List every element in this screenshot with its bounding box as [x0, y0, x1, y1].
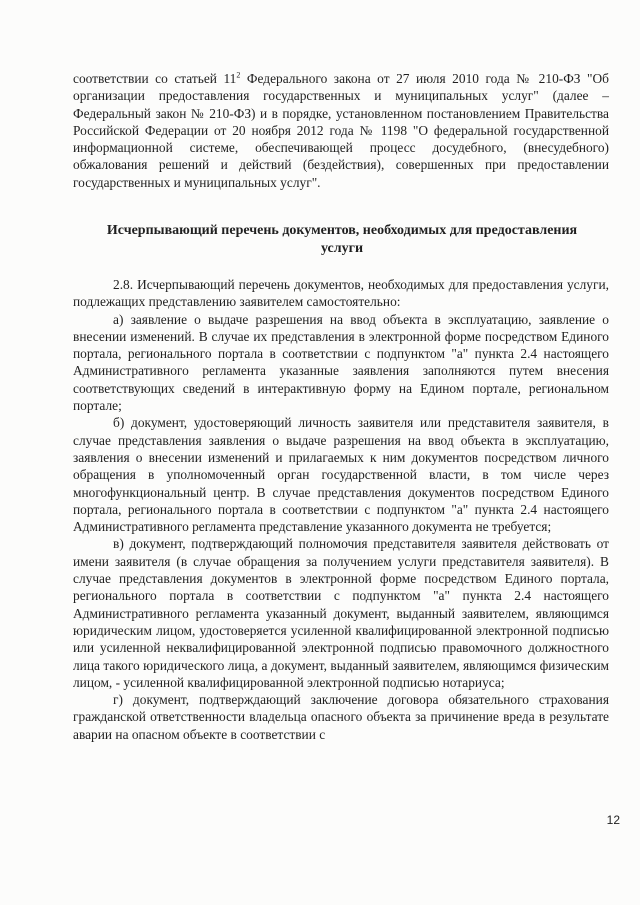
intro-text-start: соответствии со статьей 11: [73, 71, 237, 86]
section-heading: Исчерпывающий перечень документов, необходимых для предоставления услуги: [106, 223, 578, 256]
intro-text-rest: Федерального закона от 27 июля 2010 года № 210-ФЗ "Об организации предоставления государственных и муниципальных услуг" (далее – Федеральный закон № 210-ФЗ) и в порядке, установленном постановлением Правительства Российской Федерации от 20 ноября 2012 года № 1198 "О федеральной государственной информационной системе, обеспечивающей процесс досудебного, (внесудебного) обжалования решений и действий (бездействия), совершенных при предоставлении государственных и муниципальных услуг".: [73, 71, 609, 190]
list-item-v: в) документ, подтверждающий полномочия представителя заявителя действовать от имени заявителя (в случае обращения за получением услуги представителя заявителя). В случае представления документов в электронной форме посредством Единого портала, регионального портала в соответствии с подпунктом "а" пункта 2.4 настоящего Административного регламента указанный документ, выданный заявителем, являющимся юридическим лицом, удостоверяется усиленной квалифицированной электронной подписью или усиленной неквалифицированной электронной подписью правомочного должностного лица такого юридического лица, а документ, выданный заявителем, являющимся физическим лицом, - усиленной квалифицированной электронной подписью нотариуса;: [73, 536, 609, 690]
article-superscript: 2: [236, 70, 241, 80]
page-number: 12: [606, 813, 620, 827]
intro-paragraph: [73, 70, 609, 191]
paragraph-2-8: 2.8. Исчерпывающий перечень документов, необходимых для предоставления услуги, подлежащих представлению заявителем самостоятельно:: [73, 277, 609, 310]
documents-list: [73, 276, 609, 743]
list-item-a: а) заявление о выдаче разрешения на ввод объекта в эксплуатацию, заявление о внесении изменений. В случае их представления в электронной форме посредством Единого портала, регионального портала в соответствии с подпунктом "а" пункта 2.4 настоящего Административного регламента указанные заявления заполняются путем внесения соответствующих сведений в интерактивную форму на Едином портале, региональном портале;: [73, 311, 609, 414]
list-item-g: г) документ, подтверждающий заключение договора обязательного страхования гражданской ответственности владельца опасного объекта за причинение вреда в результате аварии на опасном объекте в соответствии с: [73, 692, 609, 742]
list-item-b: б) документ, удостоверяющий личность заявителя или представителя заявителя, в случае представления заявления о выдаче разрешения на ввод объекта в эксплуатацию, заявления о внесении изменений и прилагаемых к ним документов посредством личного обращения в уполномоченный орган государственной власти, в том числе через многофункциональный центр. В случае представления документов посредством Единого портала, регионального портала в соответствии с подпунктом "а" пункта 2.4 настоящего Административного регламента представление указанного документа не требуется;: [73, 415, 609, 535]
